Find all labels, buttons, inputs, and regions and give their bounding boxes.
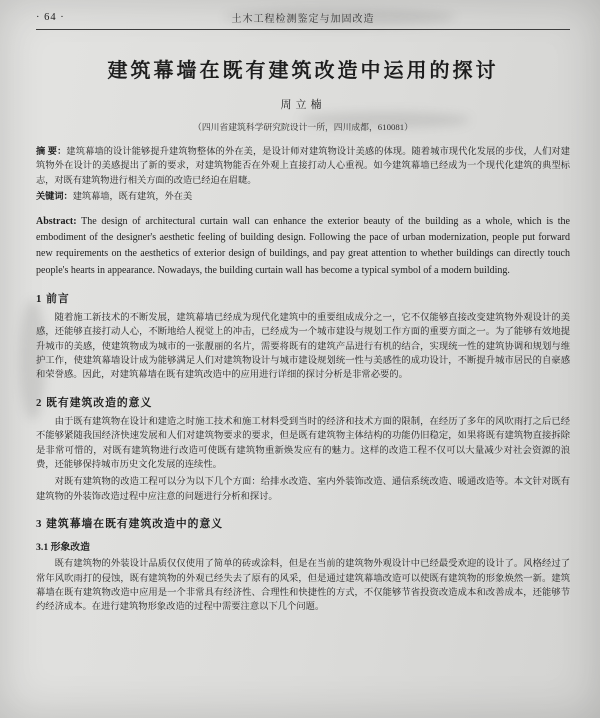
abstract-en bbox=[36, 214, 570, 279]
header-divider bbox=[36, 29, 570, 30]
paper-body bbox=[36, 291, 570, 615]
abstract-en-label: Abstract: bbox=[36, 216, 77, 227]
section-2-paragraph-1: 由于既有建筑物在设计和建造之时施工技术和施工材料受到当时的经济和技术方面的限制，在经历了多年的风吹雨打之后已经不能够紧随我国经济快速发展和人们对建筑物要求的要求，但是既有建筑物主体结构的功能仍旧稳定，如果将既有建筑物直接拆除是非常可惜的，对既有建筑物进行改造可使既有建筑物重新焕发应有的魅力。这样的改造工程不仅可以大量减少对社会资源的浪费，还能够保持城市历史文化发展的连续性。 bbox=[36, 416, 570, 470]
page-number: · 64 · bbox=[36, 12, 65, 23]
keywords bbox=[36, 189, 570, 203]
paper-title: 建筑幕墙在既有建筑改造中运用的探讨 bbox=[107, 60, 499, 82]
section-heading-1: 1 前言 bbox=[36, 292, 70, 305]
section-heading-2: 2 既有建筑改造的意义 bbox=[36, 396, 153, 409]
journal-title: 土木工程检测鉴定与加固改造 bbox=[231, 14, 375, 25]
abstract-zh bbox=[36, 144, 570, 187]
page-header bbox=[36, 10, 570, 25]
keywords-label: 关键词： bbox=[36, 190, 73, 201]
author-name: 周立楠 bbox=[280, 99, 326, 111]
abstract-zh-text: 建筑幕墙的设计能够提升建筑物整体的外在美，是设计师对建筑物设计美感的体现。随着城市现代化发展的步伐，人们对建筑物外在设计的美感提出了新的要求，对建筑物能否在外观上直接打动人心重视。如今建筑幕墙已经成为一个现代化建筑的典型标志，对既有建筑物进行相关方面的改造已经迫在眉睫。 bbox=[36, 146, 570, 185]
section-heading-3: 3 建筑幕墙在既有建筑改造中的意义 bbox=[36, 518, 224, 531]
section-1-paragraph: 随着施工新技术的不断发展，建筑幕墙已经成为现代化建筑中的重要组成成分之一，它不仅能够直接改变建筑物外观设计的美感，还能够直接打动人心，不断地给人视觉上的冲击，已经成为一个城市建设与规划工作方面的重要方面之一。为了能够有效地提升城市的美感，使建筑物成为城市的一张靓丽的名片，需要将既有的建筑产品进行有机的结合，实现统一性的建筑协调和规划与维护工作，使建筑幕墙设计成为能够满足人们对建筑物设计与城市建设规划统一性与美感性的成功设计，不断提升城市居民的自豪感和荣誉感。因此，对建筑幕墙在既有建筑改造中的应用进行详细的探讨分析是非常必要的。 bbox=[36, 312, 570, 381]
abstract-en-text: The design of architectural curtain wall can enhance the exterior beauty of the building as a whole, which is the embodiment of the designer's aesthetic feeling of building design. Following the pace of urban modernization, people put forward new requirements on the aesthetics of exterior design of buildings, and pay great attention to whether buildings can directly touch people's hearts in appearance. Nowadays, the building curtain wall has become a typical symbol of a modern building. bbox=[36, 216, 570, 276]
section-2-paragraph-2: 对既有建筑物的改造工程可以分为以下几个方面：给排水改造、室内外装饰改造、通信系统改造、暖通改造等。本文针对既有建筑物的外装饰改造过程中应注意的问题进行分析和探讨。 bbox=[36, 477, 570, 502]
keywords-text: 建筑幕墙，既有建筑，外在美 bbox=[72, 190, 193, 201]
abstract-zh-label: 摘 要： bbox=[36, 146, 67, 156]
subsection-3-1-paragraph: 既有建筑物的外装设计品质仅仅使用了简单的砖或涂料，但是在当前的建筑物外观设计中已经最受欢迎的设计了。风格经过了常年风吹雨打的侵蚀，既有建筑物的外观已经失去了原有的风采，但是通过建筑幕墙改造可以使既有建筑物的形象焕然一新。建筑幕墙在既有建筑物改造中应用是一个非常具有经济性、合理性和快捷性的方式，不仅能够节省投资改造成本和改善成本，还能够节约经济成本。在进行建筑物形象改造的过程中需要注意以下几个问题。 bbox=[36, 559, 570, 613]
subsection-heading-3-1: 3.1 形象改造 bbox=[36, 542, 90, 554]
author-affiliation: （四川省建筑科学研究院设计一所，四川成都，610081） bbox=[193, 122, 413, 132]
